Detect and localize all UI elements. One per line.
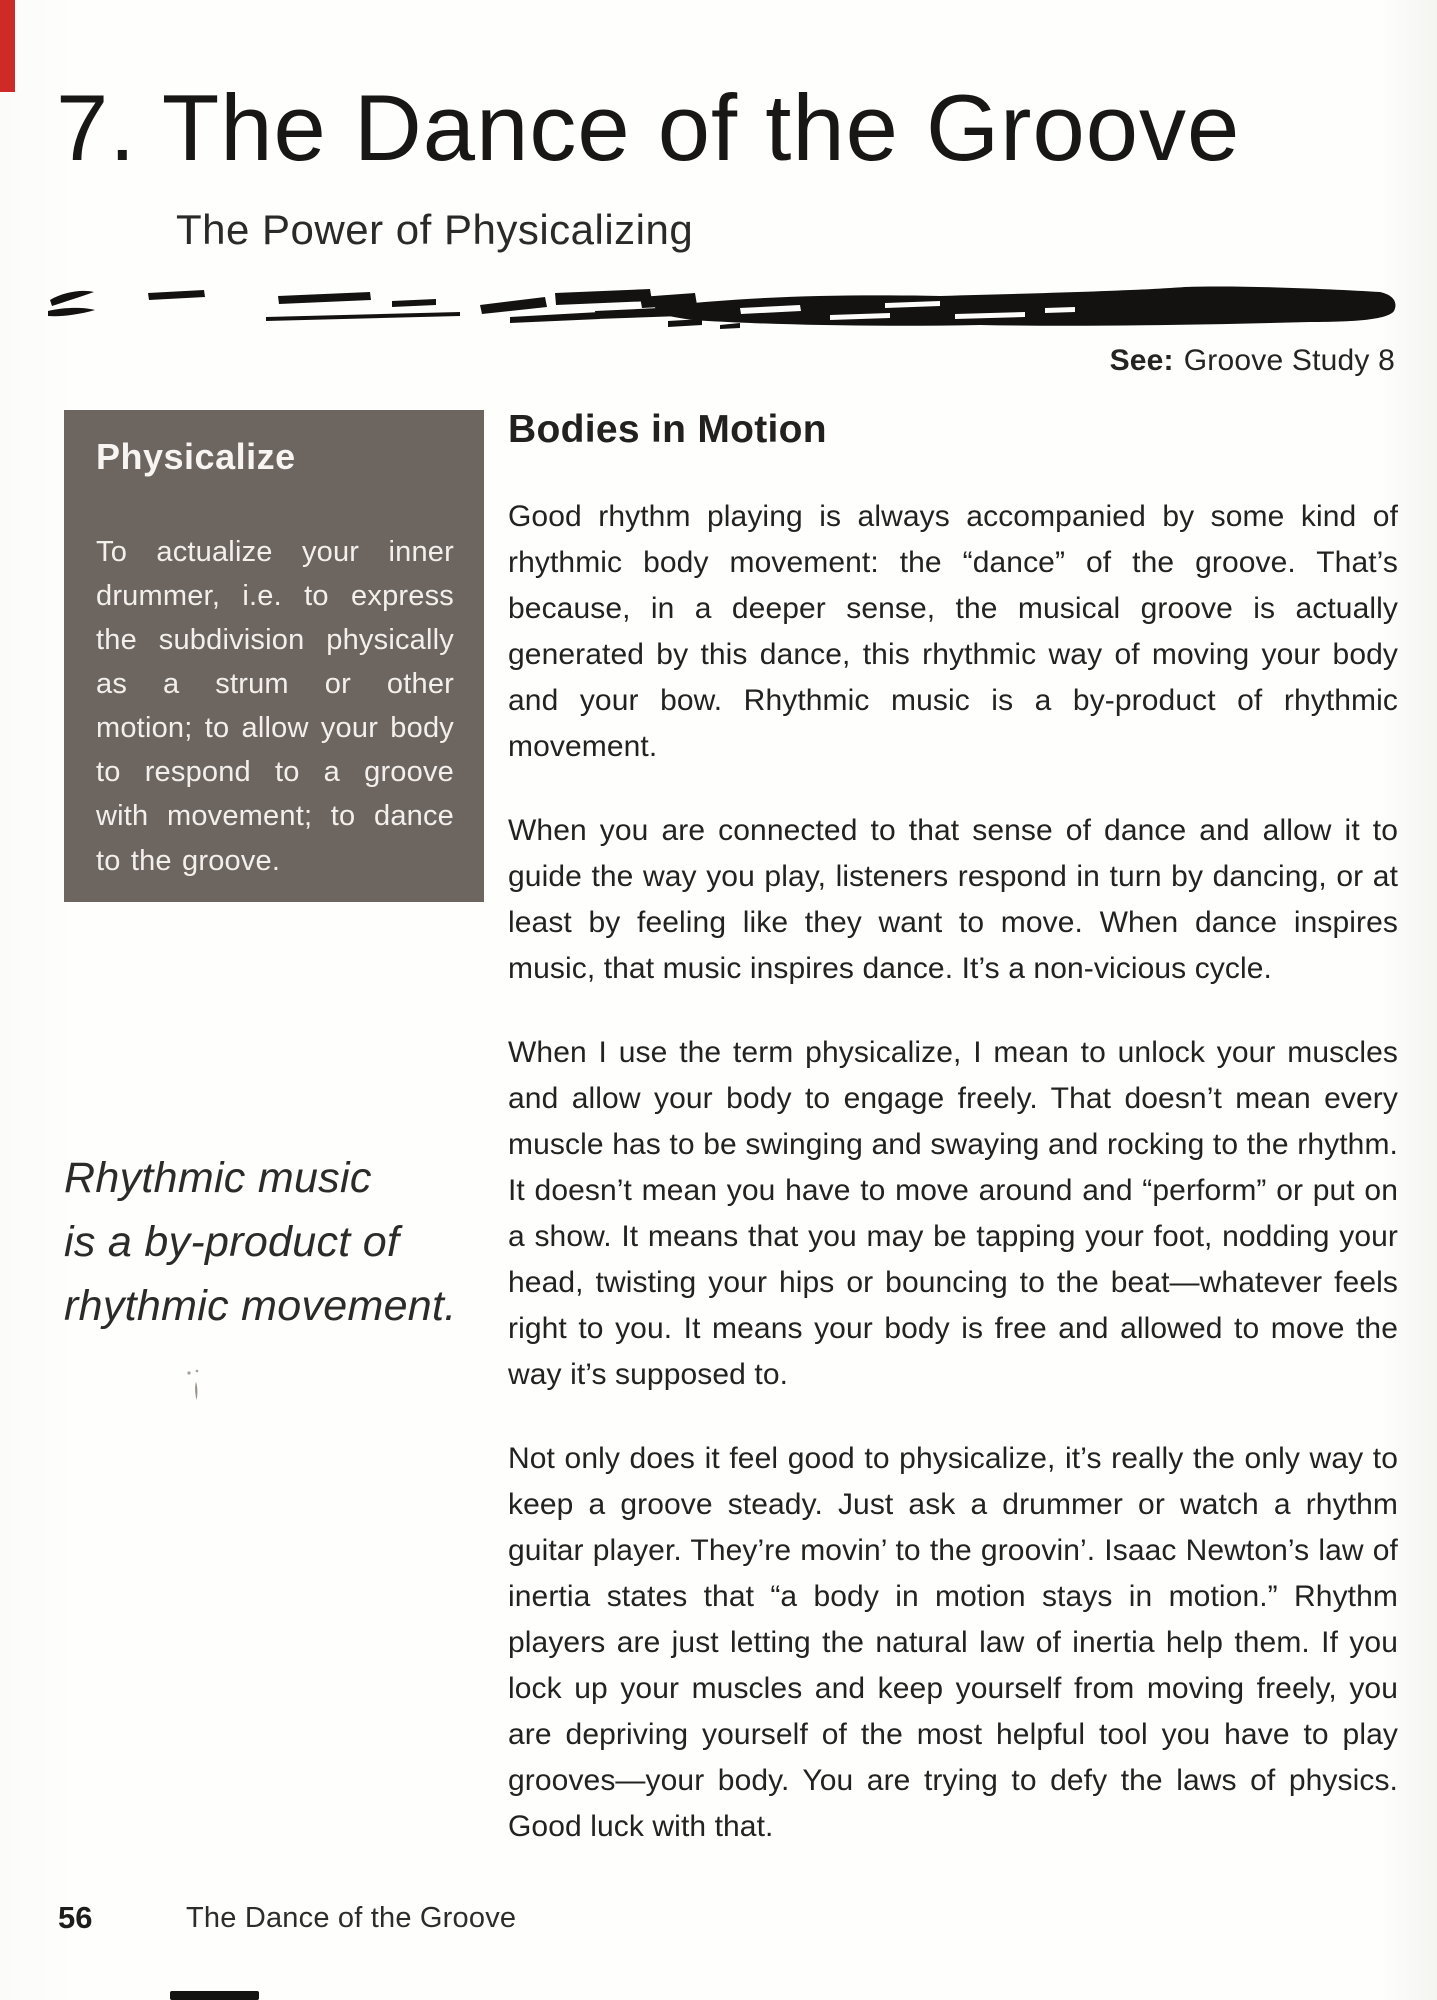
chapter-subtitle: The Power of Physicalizing bbox=[176, 206, 694, 253]
red-spine-strip bbox=[0, 0, 15, 92]
body-paragraph: Not only does it feel good to physicalize, it’s really the only way to keep a groove steady. Just ask a drummer or watch a rhythm guitar player. They’re movin’ to the groovin’. Isaac Newton’s law of inertia states that “a body in motion stays in motion.” Rhythm players are just letting the natural law of inertia help them. If you lock up your muscles and keep yourself from moving freely, you are depriving yourself of the most helpful tool you have to play grooves—your body. You are trying to defy the laws of physics. Good luck with that. bbox=[508, 1442, 1398, 1843]
see-label: See: bbox=[1109, 344, 1174, 377]
pull-quote bbox=[64, 1146, 504, 1338]
body-paragraph: Good rhythm playing is always accompanied by some kind of rhythmic body movement: the “dance” of the groove. That’s because, in a deeper sense, the musical groove is actually generated by this dance, this rhythmic way of moving your body and your bow. Rhythmic music is a by-product of rhythmic movement. bbox=[508, 500, 1398, 763]
section-heading: Bodies in Motion bbox=[508, 408, 827, 451]
chapter-title: 7. The Dance of the Groove bbox=[56, 75, 1241, 180]
see-reference bbox=[1110, 344, 1395, 378]
footer-page-number: 56 bbox=[58, 1900, 93, 1935]
footer-running-title: The Dance of the Groove bbox=[186, 1902, 517, 1934]
main-text-column bbox=[508, 408, 1398, 1888]
pull-quote-line: rhythmic movement. bbox=[64, 1282, 457, 1330]
see-reference-text: Groove Study 8 bbox=[1183, 344, 1395, 377]
pull-quote-line: is a by-product of bbox=[64, 1218, 400, 1266]
ink-smudge-artifact bbox=[184, 1368, 206, 1404]
sidebar-title: Physicalize bbox=[96, 436, 296, 477]
ink-brush-divider bbox=[40, 281, 1400, 339]
body-paragraph: When you are connected to that sense of dance and allow it to guide the way you play, listeners respond in turn by dancing, or at least by feeling like they want to move. When dance inspires music, that music inspires dance. It’s a non-vicious cycle. bbox=[508, 814, 1398, 985]
scan-artifact-bar bbox=[170, 1991, 259, 2000]
pull-quote-line: Rhythmic music bbox=[64, 1154, 372, 1202]
body-paragraph: When I use the term physicalize, I mean to unlock your muscles and allow your body to engage freely. That doesn’t mean every muscle has to be swinging and swaying and rocking to the rhythm. It doesn’t mean you have to move around and “perform” or put on a show. It means that you may be tapping your foot, nodding your head, twisting your hips or bouncing to the beat—whatever feels right to you. It means your body is free and allowed to move the way it’s supposed to. bbox=[508, 1036, 1398, 1391]
sidebar-body: To actualize your inner drummer, i.e. to express the subdivision physically as a strum or other motion; to allow your body to respond to a groove with movement; to dance to the groove. bbox=[96, 536, 454, 877]
sidebar-definition-box bbox=[64, 410, 484, 902]
